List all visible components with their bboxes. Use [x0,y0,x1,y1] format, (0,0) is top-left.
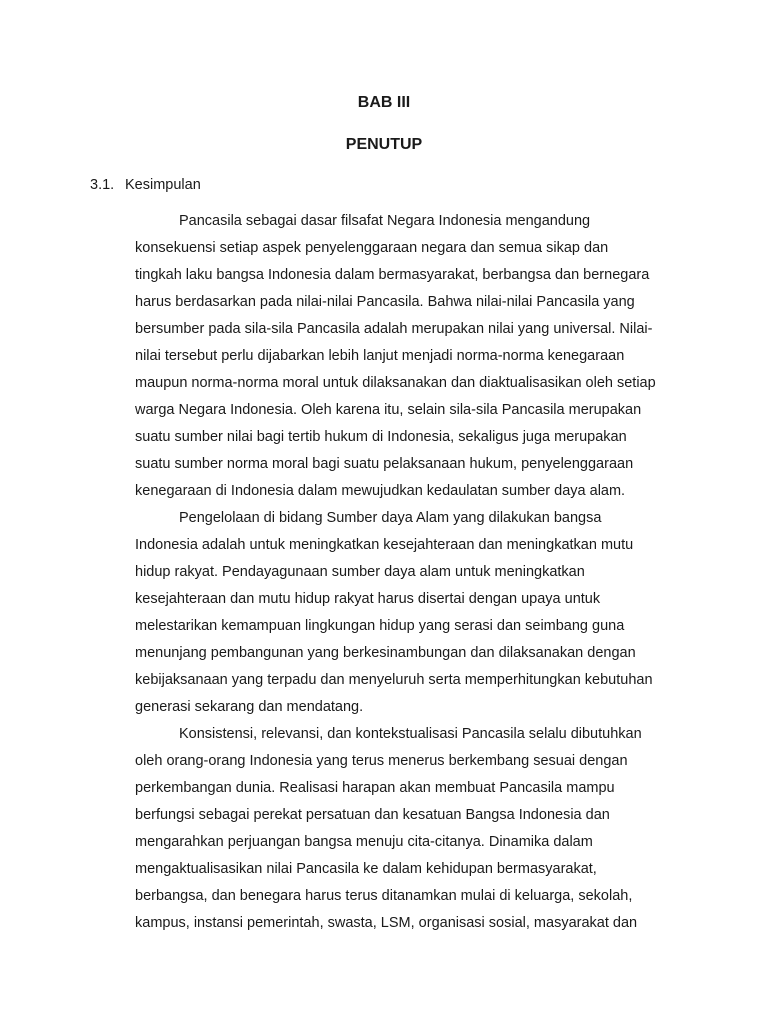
section-number: 3.1. [90,177,115,193]
text-line: suatu sumber norma moral bagi suatu pelaksanaan hukum, penyelenggaraan [135,456,634,472]
text-line: Pancasila sebagai dasar filsafat Negara Indonesia mengandung [179,213,591,229]
chapter-number: BAB III [357,94,411,111]
text-line: nilai tersebut perlu dijabarkan lebih lanjut menjadi norma-norma kenegaraan [135,348,625,364]
text-line: generasi sekarang dan mendatang. [135,699,364,715]
text-line: kenegaraan di Indonesia dalam mewujudkan kedaulatan sumber daya alam. [135,483,626,499]
text-line: Indonesia adalah untuk meningkatkan kesejahteraan dan meningkatkan mutu [135,537,634,553]
text-line: hidup rakyat. Pendayagunaan sumber daya alam untuk meningkatkan [135,564,585,580]
text-line: menunjang pembangunan yang berkesinambungan dan dilaksanakan dengan [135,645,636,661]
text-line: melestarikan kemampuan lingkungan hidup yang serasi dan seimbang guna [135,618,625,634]
text-line: warga Negara Indonesia. Oleh karena itu, selain sila-sila Pancasila merupakan [135,402,642,418]
text-line: mengarahkan perjuangan bangsa menuju cita-citanya. Dinamika dalam [135,834,593,850]
text-line: berbangsa, dan benegara harus terus ditanamkan mulai di keluarga, sekolah, [135,888,633,904]
chapter-title: PENUTUP [345,136,423,153]
text-line: suatu sumber nilai bagi tertib hukum di Indonesia, sekaligus juga merupakan [135,429,627,445]
text-line: Konsistensi, relevansi, dan kontekstualisasi Pancasila selalu dibutuhkan [179,726,642,742]
text-line: harus berdasarkan pada nilai-nilai Pancasila. Bahwa nilai-nilai Pancasila yang [135,294,635,310]
text-line: oleh orang-orang Indonesia yang terus menerus berkembang sesuai dengan [135,753,628,769]
text-line: bersumber pada sila-sila Pancasila adalah merupakan nilai yang universal. Nilai- [135,321,653,337]
body-text [135,208,680,937]
text-line: tingkah laku bangsa Indonesia dalam bermasyarakat, berbangsa dan bernegara [135,267,650,283]
text-line: kampus, instansi pemerintah, swasta, LSM, organisasi sosial, masyarakat dan [135,915,638,931]
text-line: berfungsi sebagai perekat persatuan dan kesatuan Bangsa Indonesia dan [135,807,610,823]
text-line: kesejahteraan dan mutu hidup rakyat harus disertai dengan upaya untuk [135,591,601,607]
text-line: konsekuensi setiap aspek penyelenggaraan negara dan semua sikap dan [135,240,609,256]
text-line: mengaktualisasikan nilai Pancasila ke dalam kehidupan bermasyarakat, [135,861,597,877]
text-line: Pengelolaan di bidang Sumber daya Alam yang dilakukan bangsa [179,510,602,526]
text-line: kebijaksanaan yang terpadu dan menyeluruh serta memperhitungkan kebutuhan [135,672,653,688]
text-line: perkembangan dunia. Realisasi harapan akan membuat Pancasila mampu [135,780,615,796]
text-line: maupun norma-norma moral untuk dilaksanakan dan diaktualisasikan oleh setiap [135,375,656,391]
section-heading [90,177,201,193]
section-title: Kesimpulan [125,177,201,193]
